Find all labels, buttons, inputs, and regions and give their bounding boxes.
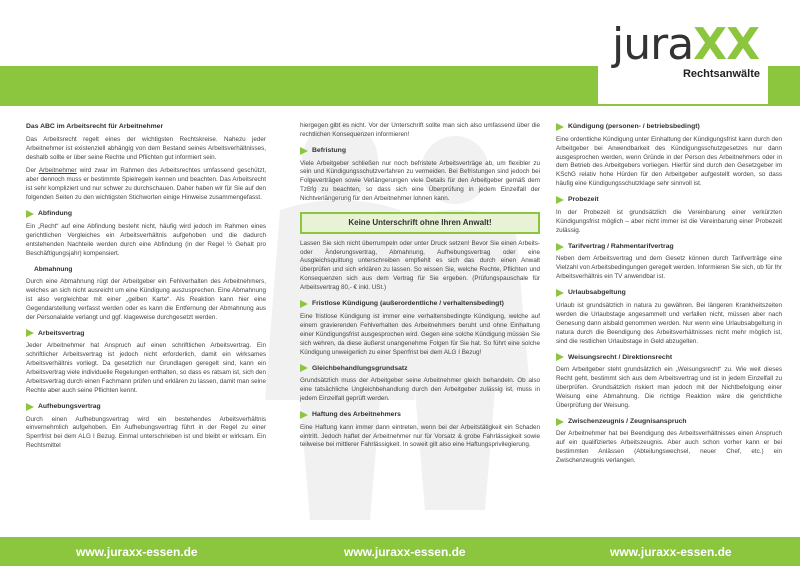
document-title: Das ABC im Arbeitsrecht für Arbeitnehmer	[26, 123, 164, 130]
text-abfindung: Ein „Recht“ auf eine Abfindung besteht nicht, häufig wird jedoch im Rahmen eines gerichtlichen Vergleiches ein Arbeitsverhältnis aufgehoben und die dadurch entstehenden Nachteile werden durch eine Abfindung (in der Regel ½ Gehalt pro Beschäftigungsjahr) kompensiert.	[26, 222, 266, 257]
arrow-icon	[556, 243, 564, 251]
text-weisungsrecht: Dem Arbeitgeber steht grundsätzlich ein „Weisungsrecht“ zu. Wie weit dieses Recht geht, bestimmt sich aus dem Arbeitsvertrag und ist in jedem Einzelfall zu überprüfen. Grundsätzlich riskiert man jedoch mit der Nichtbefolgung einer Weisung eine Abmahnung. Die richtige Reaktion wäre die gerichtliche Überprüfung der Weisung.	[556, 366, 782, 409]
intro-paragraph: Das Arbeitsrecht regelt eines der wichtigsten Rechtskreise. Nahezu jeder Arbeitnehmer ist existenziell abhängig von dem Bestand seines Arbeitsverhältnisses, deshalb sollte er über seine Rechte und Pflichten gut informiert sein.	[26, 135, 266, 161]
arrow-icon	[556, 123, 564, 131]
heading-fristlose-kuendigung: Fristlose Kündigung (außerordentliche / verhaltensbedingt)	[300, 299, 540, 309]
text-tarifvertrag: Neben dem Arbeitsvertrag und dem Gesetz können durch Tarifverträge eine Vielzahl von Arbeitsbedingungen geregelt werden. Informieren Sie sich, ob für Ihr Arbeitsverhältnis ein TV anwendbar ist.	[556, 255, 783, 281]
arrow-icon	[26, 329, 34, 337]
arrow-icon	[26, 210, 34, 218]
arrow-icon	[300, 147, 308, 155]
heading-kuendigung: Kündigung (personen- / betriebsbedingt)	[556, 122, 782, 132]
heading-abmahnung: Abmahnung	[34, 265, 73, 273]
heading-gleichbehandlung: Gleichbehandlungsgrundsatz	[300, 364, 540, 374]
column-1	[26, 122, 266, 456]
heading-zwischenzeugnis: Zwischenzeugnis / Zeugnisanspruch	[556, 417, 782, 427]
text-arbeitsvertrag: Jeder Arbeitnehmer hat Anspruch auf einen schriftlichen Arbeitsvertrag. Ein schriftlicher Arbeitsvertrag ist jedoch nicht erforderlich, damit ein wirksames Arbeitsverhältnis vorliegt. Da gesetzlich nur Grundlagen geregelt sind, kann ein Arbeitsvertrag viele individuelle Regelungen enthalten, so dass es ratsam ist, sich den Arbeitsvertrag durch einen Fachmann prüfen und erklären zu lassen, damit man seine Rechte aber auch seine Pflichten kennt.	[26, 342, 266, 394]
column-3	[556, 122, 782, 471]
heading-probezeit: Probezeit	[556, 195, 782, 205]
text-zwischenzeugnis: Der Arbeitnehmer hat bei Beendigung des Arbeitsverhältnisses einen Anspruch auf ein qualifiziertes Arbeitszeugnis. Aber auch schon vorher kann er bei bestimmten Anlässen (Abteilungswechsel, neuer Chef, etc.) ein Zwischenzeugnis verlangen.	[556, 430, 782, 465]
arrow-icon	[556, 418, 564, 426]
footer-url-2[interactable]: www.juraxx-essen.de	[344, 545, 466, 559]
text-callout: Lassen Sie sich nicht überrumpeln oder unter Druck setzen! Bevor Sie einen Arbeits- oder Änderungsvertrag, Abmahnung, Aufhebungsvertrag oder eine Ausgleichsquittung unterschreiben empfiehlt es sich das durch einen Anwalt überprüfen und sich erklären zu lassen. So wissen Sie, welche Rechte, Pflichten und Konsequenzen sich aus dem Vertrag für Sie ergeben. (Prüfungspauschale für Arbeitsvertrag 80,- € inkl. USt.)	[300, 239, 540, 292]
text-befristung: Viele Arbeitgeber schließen nur noch befristete Arbeitsverträge ab, um flexibler zu sein und Kündigungsschutzverfahren zu vermeiden. Bei Befristungen sind jedoch bei Folgeverträgen sowie Verlängerungen viele Details für den Arbeitgeber gemäß dem TzBfg zu beachten, so dass sich eine Überprüfung in jedem Einzelfall der Nichtverlängerung für den Arbeitnehmer lohnen kann.	[300, 159, 540, 203]
logo	[598, 18, 768, 104]
arrow-icon	[26, 403, 34, 411]
text-abmahnung: Durch eine Abmahnung rügt der Arbeitgeber ein Fehlverhalten des Arbeitnehmers, welches an sich nicht ausreicht um eine Kündigung auszusprechen. Eine Abmahnung ist also vergleichbar mit einer „gelben Karte“. Als Reaktion kann hier eine Gegendarstellung verfasst werden oder es kann die Entfernung der Abmahnung aus der Personalakte verlangt und ggf. klageweise durchgesetzt werden.	[26, 277, 266, 321]
text-urlaubsabgeltung: Urlaub ist grundsätzlich in natura zu gewähren. Bei längeren Krankheitszeiten werden die Urlaubstage angesammelt und verfallen nicht, müssen aber nach Genesung dann alsbald genommen werden. Nur wenn eine Urlaubsabgeltung in natura durch die Beendigung des Arbeitsverhältnisses nicht mehr möglich ist, sind die restlichen Urlaubstage in Geld abzugelten.	[556, 301, 782, 345]
text-aufhebungsvertrag: Durch einen Aufhebungsvertrag wird ein bestehendes Arbeitsverhältnis einvernehmlich aufgehoben. Ein Aufhebungsvertrag führt in der Regel zu einer Sperrfrist bei dem ALG I Bezug. Einmal unterschrieben ist und bleibt er wirksam. Ein Rechtsmittel	[26, 415, 266, 450]
footer-url-3[interactable]: www.juraxx-essen.de	[610, 545, 732, 559]
arrow-icon	[300, 411, 308, 419]
column-2	[300, 122, 540, 455]
heading-befristung: Befristung	[300, 146, 540, 156]
heading-aufhebungsvertrag: Aufhebungsvertrag	[26, 402, 266, 412]
logo-wordmark: juraXX	[612, 19, 760, 70]
heading-arbeitsvertrag: Arbeitsvertrag	[26, 329, 266, 339]
text-gleichbehandlung: Grundsätzlich muss der Arbeitgeber seine Arbeitnehmer gleich behandeln. Ob also eine tatsächliche Ungleichbehandlung durch den Arbeitgeber zulässig ist, muss in jedem Einzelfall geprüft werden.	[300, 377, 540, 403]
intro-paragraph-2: Der Arbeitnehmer wird zwar im Rahmen des Arbeitsrechtes umfassend geschützt, aber dennoch muss er bestimmte Spielregeln kennen und beachten. Das Arbeitsrecht ist sehr kompliziert und nur schwer zu durchschauen. Daher haben wir für Sie auf den folgenden Seiten zu den wichtigsten Stichworten einige Hinweise zusammengefasst.	[26, 167, 266, 202]
footer-url-1[interactable]: www.juraxx-essen.de	[76, 545, 198, 559]
heading-haftung: Haftung des Arbeitnehmers	[300, 410, 540, 420]
arrow-icon	[300, 364, 308, 372]
heading-abfindung: Abfindung	[26, 209, 266, 219]
arbeitnehmer-link[interactable]: Arbeitnehmer	[38, 167, 77, 175]
arrow-icon	[556, 289, 564, 297]
arrow-icon	[556, 196, 564, 204]
heading-weisungsrecht: Weisungsrecht / Direktionsrecht	[556, 353, 782, 363]
arrow-icon	[556, 353, 564, 361]
text-continuation: hiergegen gibt es nicht. Vor der Unterschrift sollte man sich also umfassend über die rechtlichen Konsequenzen informieren!	[300, 122, 540, 138]
arrow-icon	[300, 300, 308, 308]
text-probezeit: In der Probezeit ist grundsätzlich die Vereinbarung einer verkürzten Kündigungsfrist möglich – aber nicht immer ist die Vereinbarung einer Probezeit zulässig.	[556, 208, 782, 234]
logo-subtitle: Rechtsanwälte	[682, 68, 760, 80]
text-fristlose-kuendigung: Eine fristlose Kündigung ist immer eine verhaltensbedingte Kündigung, welche auf einem gravierenden Fehlverhalten des Arbeitnehmers beruht und ohne Einhaltung einer Kündigungsfrist ausgesprochen wird. Gegen eine solche Kündigung müssen Sie sich wehren, da diese äußerst unangenehme Folgen für Sie hat. So führt eine solche Kündigung unweigerlich zu einer Sperrfrist bei dem ALG I Bezug!	[300, 312, 540, 356]
text-haftung: Eine Haftung kann immer dann eintreten, wenn bei der Arbeitstätigkeit ein Schaden eintritt. Jedoch haftet der Arbeitnehmer nur für Vorsatz & grobe Fahrlässigkeit sowie teilweise bei mittlerer Fahrlässigkeit. In soweit gilt also eine Haftungsprivilegierung.	[300, 423, 540, 449]
heading-urlaubsabgeltung: Urlaubsabgeltung	[556, 288, 782, 298]
callout-box: Keine Unterschrift ohne Ihren Anwalt!	[300, 212, 540, 233]
heading-tarifvertrag: Tarifvertrag / Rahmentarifvertrag	[556, 242, 782, 252]
text-kuendigung: Eine ordentliche Kündigung unter Einhaltung der Kündigungsfrist kann durch den Arbeitgeber bei Anwendbarkeit des Kündigungsschutzgesetzes nur dann ausgesprochen werden, wenn Gründe in der Person des Arbeitnehmers oder in dem Betrieb des Arbeitgebers vorliegen. Hierfür sind durch den Gesetzgeber im KSchG relativ hohe Hürden für den Arbeitgeber aufgestellt worden, so dass häufig eine Kündigungsschutzklage sehr sinnvoll ist.	[556, 135, 782, 188]
